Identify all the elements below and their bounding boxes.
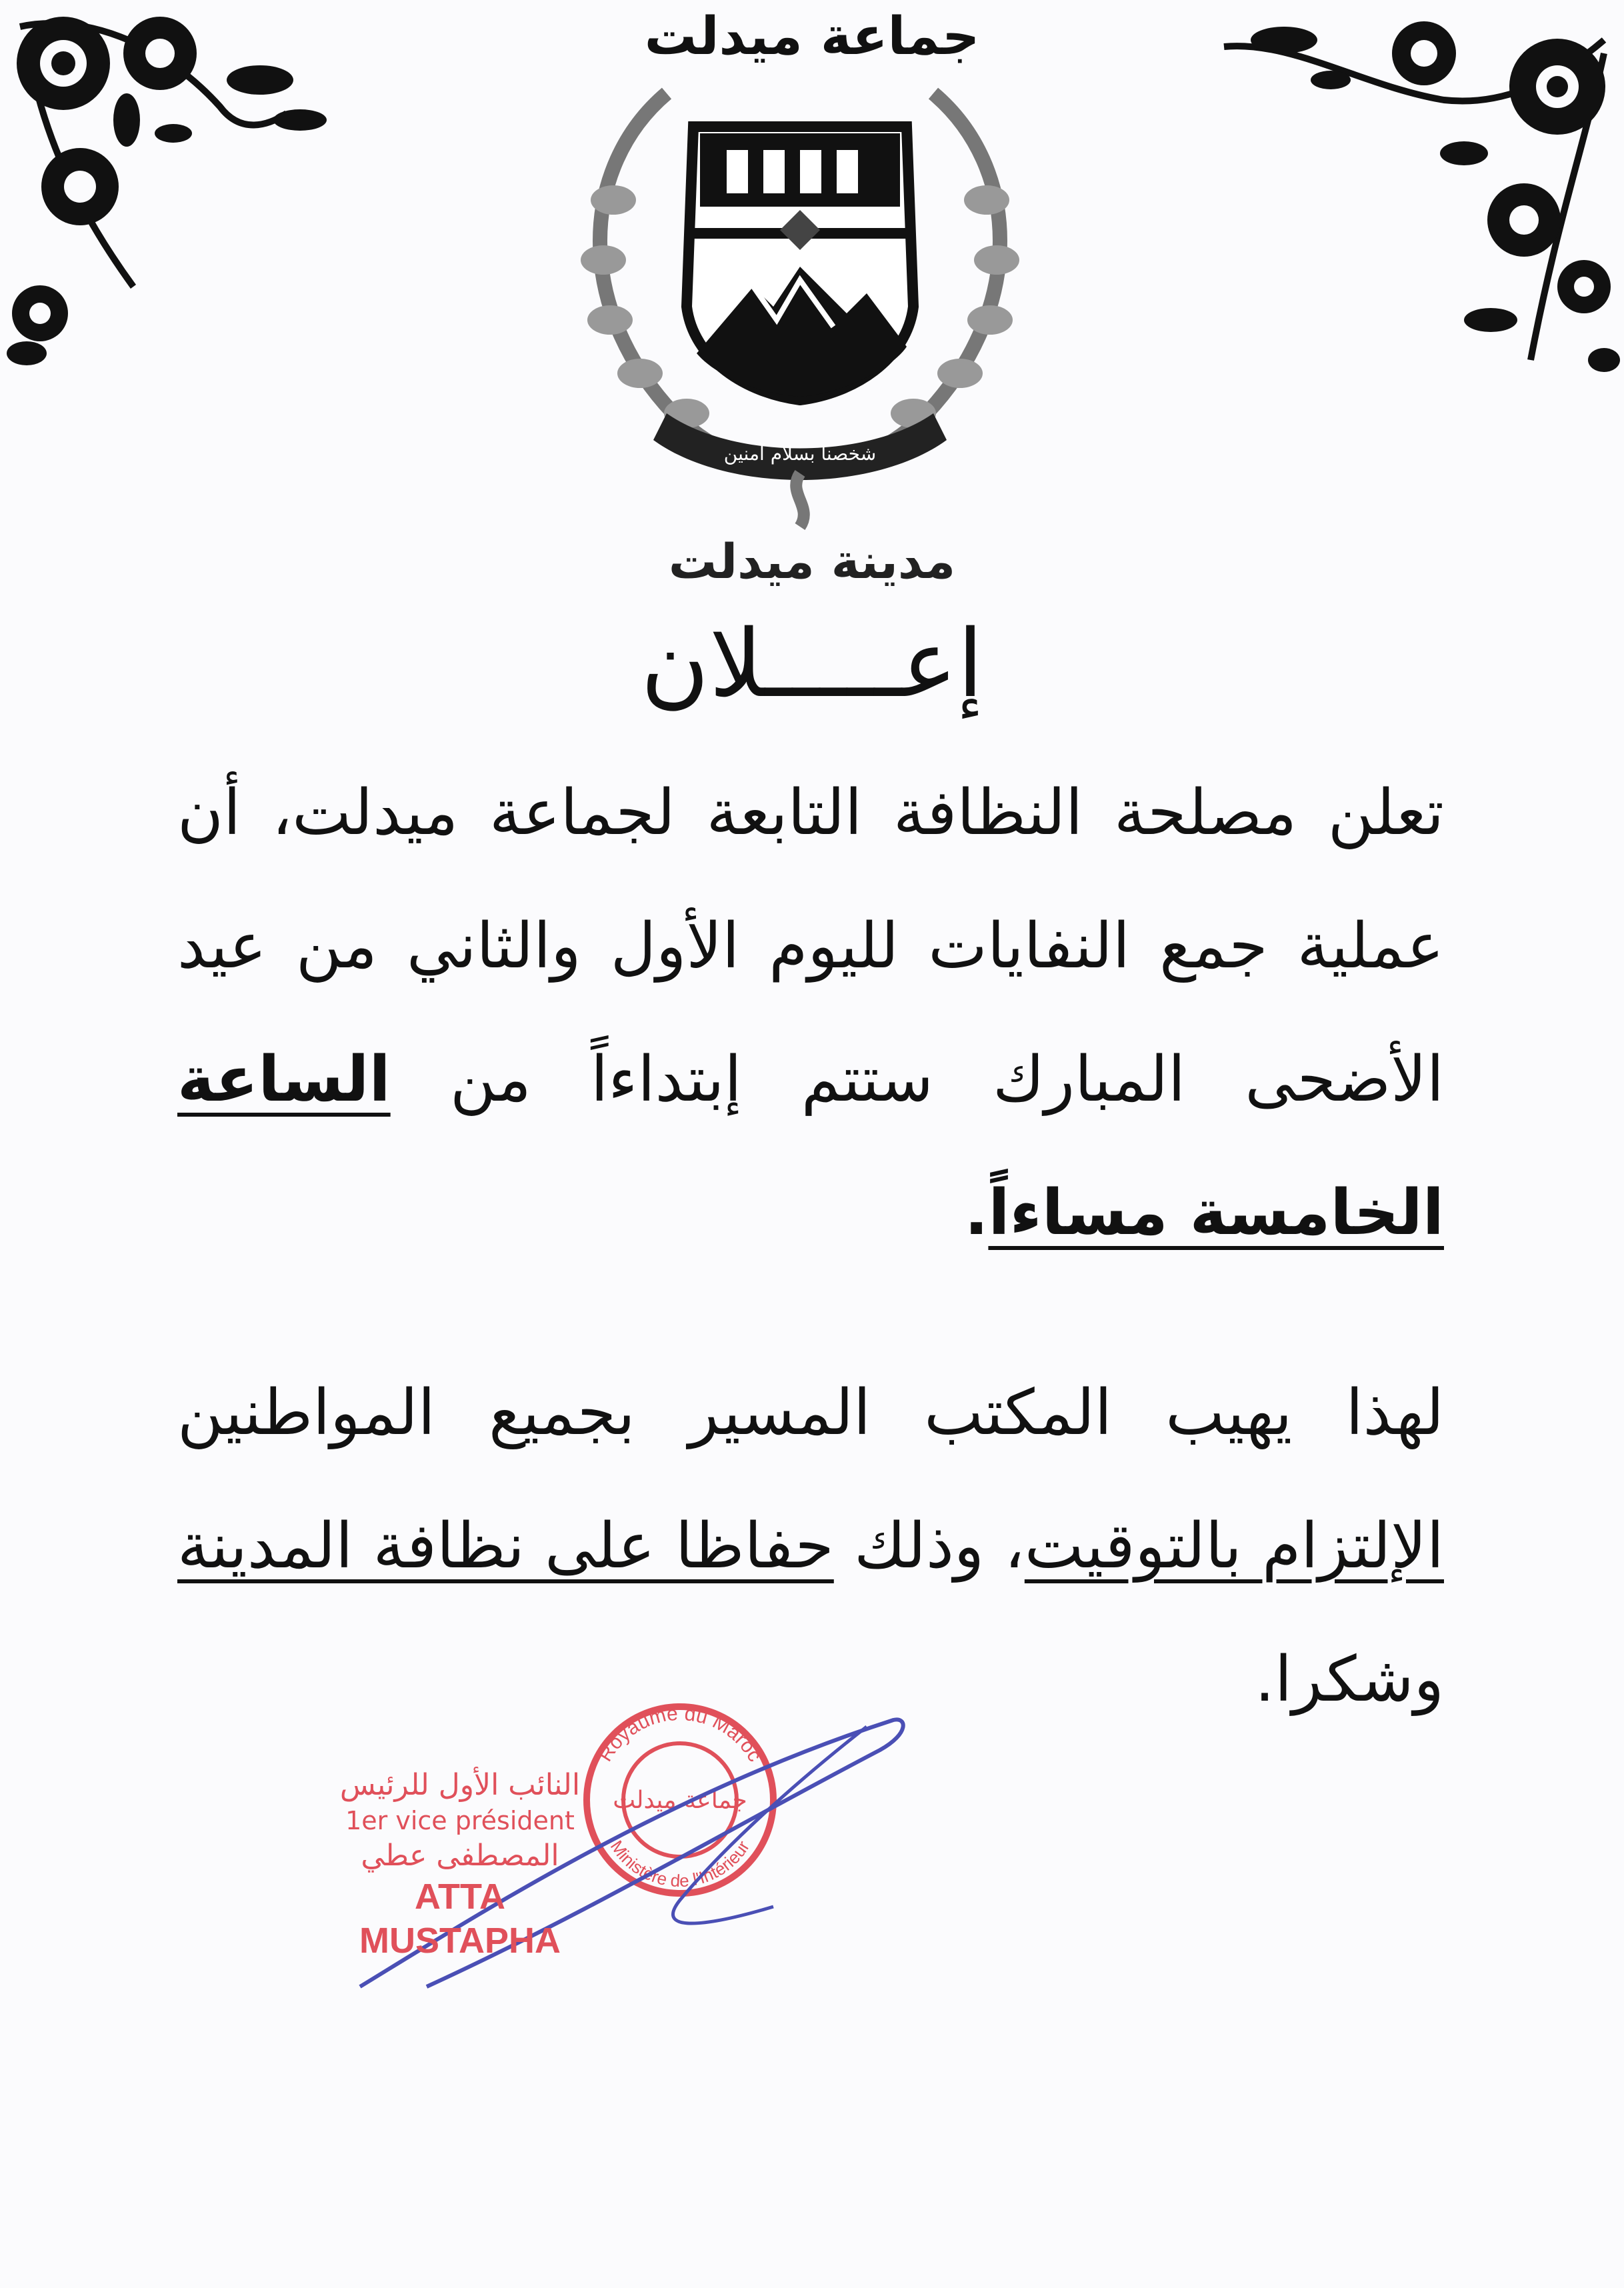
- paragraph-2-thanks: وشكرا.: [1255, 1643, 1444, 1716]
- city-emblem: [533, 67, 1067, 533]
- paragraph-2-commitment: الإلتزام بالتوقيت: [1024, 1510, 1444, 1583]
- emblem-motto: شخصنا بسلام آمنين: [723, 443, 877, 465]
- seal-center-text: جماعة ميدلت: [613, 1787, 747, 1814]
- seal-top-text: Royaume du Maroc: [594, 1702, 766, 1766]
- paragraph-2-cleanliness: حفاظا على نظافة المدينة: [177, 1510, 834, 1583]
- announcement-title: إعـــــلان: [641, 610, 983, 719]
- commune-header: جماعة ميدلت: [644, 7, 980, 67]
- paragraph-1-text: تعلن مصلحة النظافة التابعة لجماعة ميدلت، أن عملية جمع النفايات لليوم الأول والثاني من عيد الأضحى المبارك ستتم إبتداءاً من: [177, 777, 1444, 1116]
- official-signature-stamp: [320, 1767, 600, 1963]
- seal-bottom-text: Ministère de l'Intérieur: [606, 1837, 754, 1891]
- stamp-title-arabic: النائب الأول للرئيس: [339, 1768, 581, 1802]
- paragraph-1-time-emphasis: الساعة الخامسة مساءاً: [177, 1043, 1444, 1249]
- stamp-name-latin: ATTA MUSTAPHA: [359, 1877, 561, 1961]
- paragraph-1-period: .: [964, 1177, 989, 1249]
- stamp-title-french: 1er vice président: [345, 1806, 575, 1835]
- announcement-paragraph-1: [177, 747, 1444, 1280]
- stamp-name-arabic: المصطفى عطي: [361, 1839, 559, 1873]
- paragraph-2-text: لهذا يهيب المكتب المسير بجميع المواطنين: [177, 1377, 1444, 1449]
- paragraph-2-connector: ، وذلك: [833, 1510, 1025, 1583]
- city-name-label: مدينة ميدلت: [668, 533, 956, 589]
